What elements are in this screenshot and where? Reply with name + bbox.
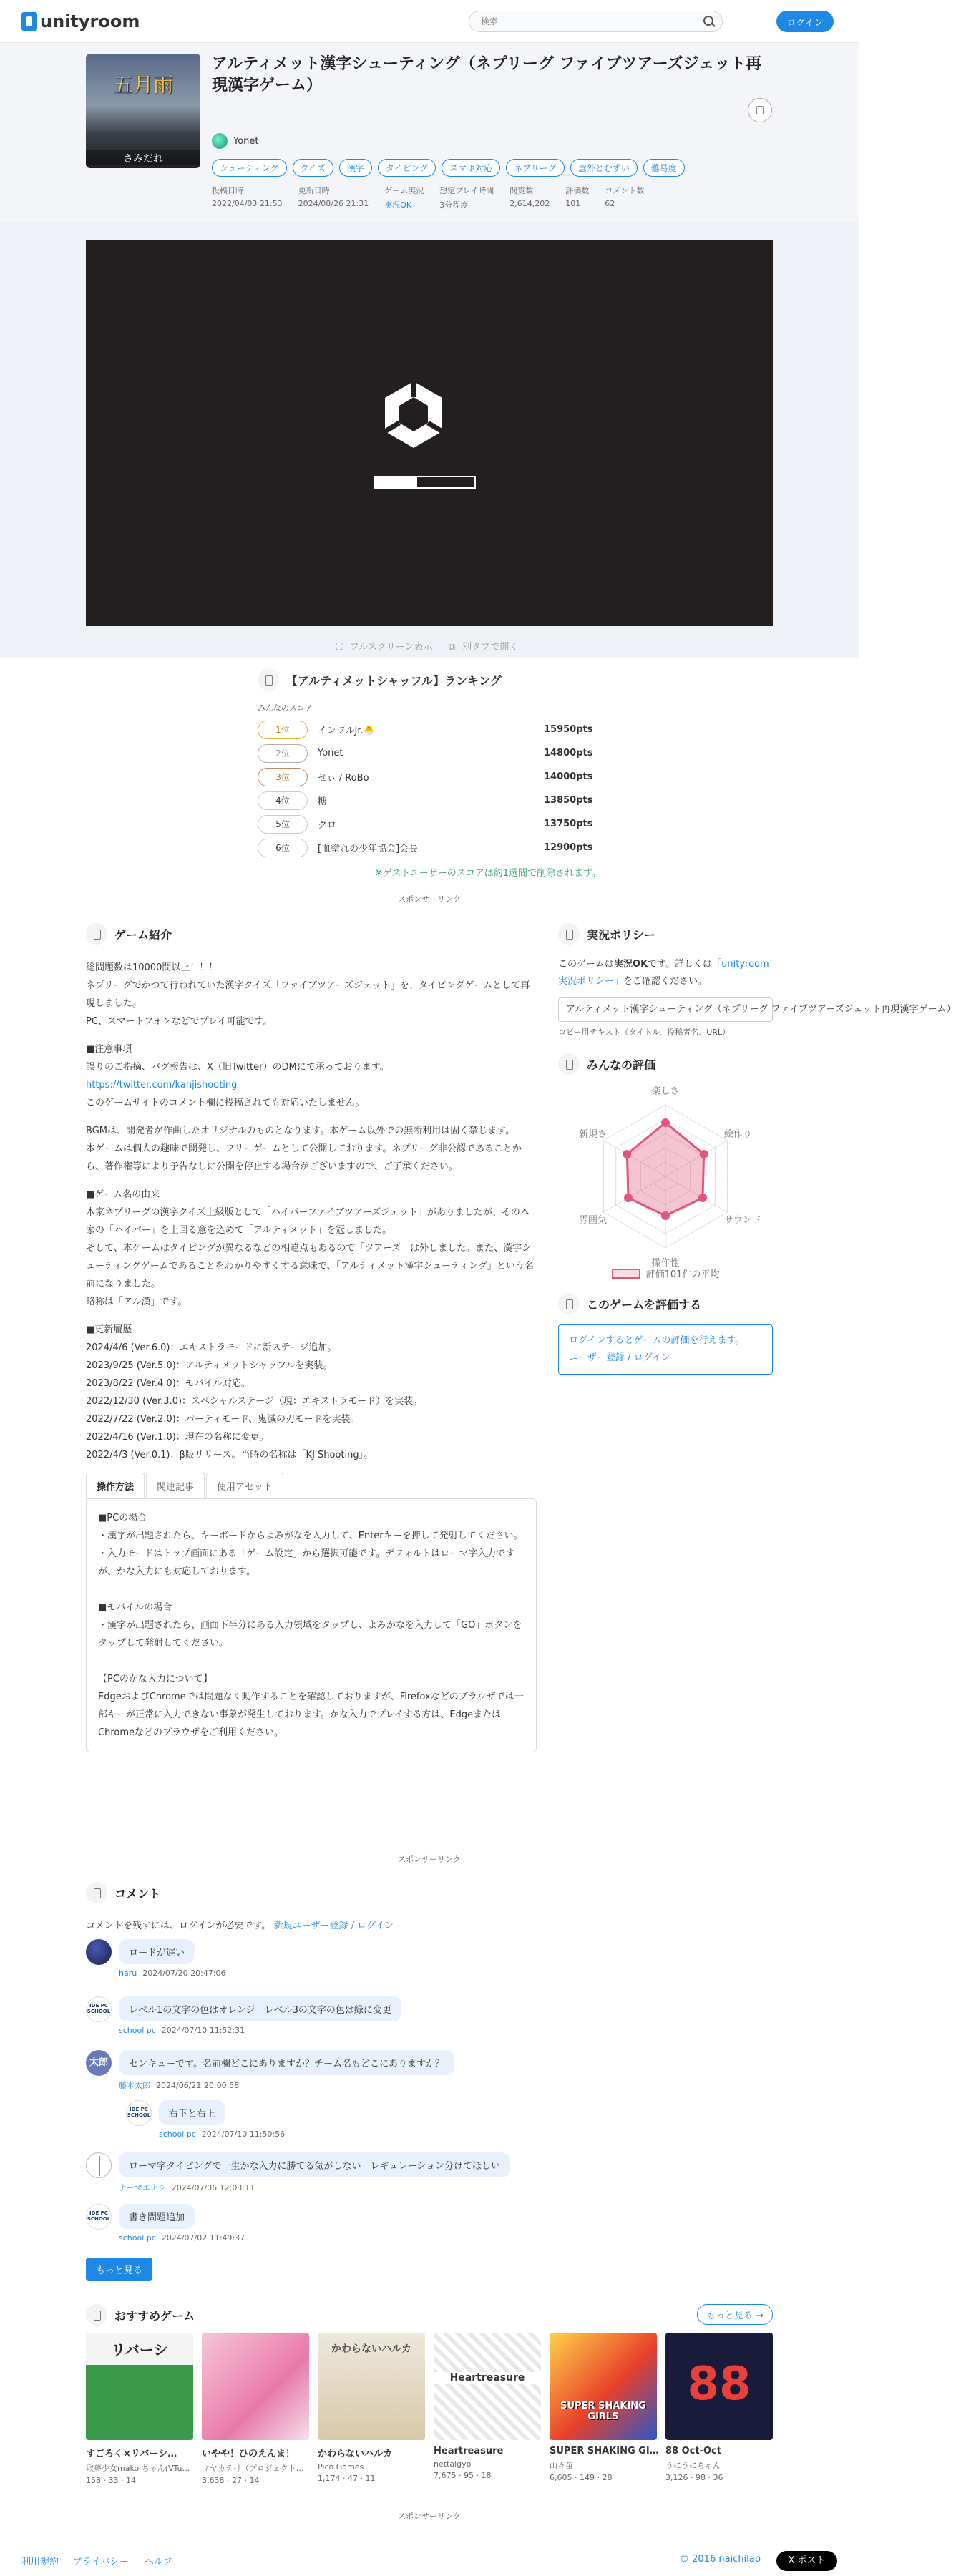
info-tabs (86, 1473, 537, 1498)
meta-value: 2,614,202 (509, 199, 550, 208)
evaluate-login-box[interactable] (558, 1324, 773, 1375)
game-card[interactable] (434, 2333, 541, 2485)
meta-item (212, 185, 283, 210)
card-image-text: SUPER SHAKING GIRLS (560, 2401, 646, 2422)
comment-meta (119, 1968, 226, 1978)
rating-radar-chart (558, 1083, 773, 1277)
bookmark-button[interactable] (748, 98, 772, 122)
comment-user[interactable]: haru (119, 1968, 137, 1978)
rank-badge: 2位 (258, 744, 308, 763)
desc-block: このゲームサイトのコメント欄に投稿されても対応いたしません。 (86, 1098, 365, 1108)
comment-text: 書き問題追加 (119, 2204, 195, 2229)
ranking-panel (258, 669, 601, 879)
recommend-header (86, 2304, 773, 2326)
comments-header (86, 1882, 773, 1903)
comment-text: ロードが遅い (119, 1939, 195, 1964)
comment-date: 2024/07/02 11:49:37 (161, 2233, 245, 2243)
ranking-row (258, 765, 601, 789)
comment-avatar[interactable] (86, 1939, 112, 1965)
meta-key: ゲーム実況 (384, 186, 424, 195)
player-score: 12900pts (544, 842, 593, 853)
game-card-image[interactable] (665, 2333, 773, 2440)
thumbs-up-icon (86, 2304, 107, 2326)
search-input[interactable] (469, 11, 684, 31)
comments-section (86, 1882, 773, 2276)
school-avatar-text: IDE PC SCHOOL (127, 2107, 151, 2118)
game-card[interactable] (202, 2333, 309, 2485)
meta-key: 更新日時 (298, 186, 330, 195)
meta-key: 閲覧数 (509, 186, 534, 195)
tab-0[interactable]: 操作方法 (86, 1473, 145, 1498)
comment-login-link[interactable]: 新規ユーザー登録 / ログイン (273, 1921, 394, 1931)
ranking-title: 【アルティメットシャッフル】ランキング (286, 673, 502, 688)
comment-user[interactable]: 藤本太郎 (119, 2081, 150, 2090)
game-links (0, 639, 859, 653)
fullscreen-link[interactable]: ⛶ フルスクリーン表示 (336, 642, 433, 653)
policy-ok: 実況OK (614, 959, 648, 970)
radar-axis-label: 雰囲気 (579, 1215, 608, 1226)
loading-bar-fill (376, 477, 417, 487)
side-column (558, 923, 956, 1375)
meta-value[interactable]: 実況OK (384, 200, 412, 210)
comment-user[interactable]: school pc (159, 2129, 196, 2139)
x-post-button[interactable]: X ポスト (776, 2551, 837, 2571)
game-title: アルティメット漢字シューティング（ネプリーグ ファイブツアーズジェット再現漢字ゲーム） (212, 55, 762, 94)
game-meta (212, 185, 660, 210)
author-avatar (212, 133, 228, 149)
ranking-list (258, 718, 601, 859)
comment-text: センキューです。名前欄どこにありますか？チーム名もどこにありますか？ (119, 2050, 454, 2075)
game-card-author: 取夢少女mako ちゃん(VTu… (86, 2464, 190, 2473)
footer-link-privacy[interactable]: プライバシー (73, 2557, 129, 2567)
tag-chip[interactable]: シューティング (212, 159, 287, 177)
game-card[interactable] (550, 2333, 657, 2485)
radar-area (627, 1123, 703, 1216)
player-name: せぃ / RoBo (318, 773, 369, 784)
comment-date: 2024/07/20 20:47:06 (142, 1968, 226, 1978)
comment-date: 2024/07/10 11:52:31 (161, 2026, 245, 2035)
game-card-title: 88 Oct-Oct (665, 2446, 721, 2457)
meta-value: 2024/08/26 21:31 (298, 199, 369, 208)
player-score: 15950pts (544, 724, 593, 735)
comment (86, 2050, 454, 2091)
meta-value: 62 (605, 199, 615, 208)
card-image-text: かわらないハルカ (331, 2343, 411, 2355)
avatar-line (99, 2156, 100, 2176)
comment-meta (119, 2026, 401, 2035)
tab-2[interactable]: 使用アセット (206, 1473, 283, 1498)
comment-body (119, 1996, 401, 2035)
card-image-text: リバーシ (111, 2341, 168, 2358)
thumb-subtitle: さみだれ (86, 150, 200, 165)
meta-item (565, 185, 589, 210)
radar-point (623, 1150, 631, 1158)
desc-block: ■更新履歴 2024/4/6 (Ver.6.0)：エキストラモードに新ステージ追加。 2023/9/25 (Ver.5.0)：アルティメットシャッフルを実装。 2023/8/22 (Ver.4.0)：モバイル対応。 2022/12/30 (Ver.3.0)：スペシャルステージ（現：エキストラモード）を実装。 2022/7/22 (Ver.2.0)：パーティモード、鬼滅の刃モードを実装。 2022/4/16 (Ver.1.0)：現在の名称に変更。 2022/4/3 (Ver.0.1)：β版リリース。当時の名称は「KJ Shooting」。 (86, 1324, 423, 1460)
more-comments-button[interactable]: もっと見る (86, 2258, 152, 2281)
policy-prefix: このゲームは (558, 959, 615, 970)
game-card-stats: 7,675 · 95 · 18 (434, 2471, 492, 2480)
radar-point (624, 1194, 633, 1202)
newtab-link[interactable]: ⧉ 別タブで開く (448, 642, 519, 653)
intro-header (86, 923, 537, 945)
tag-list (212, 159, 685, 177)
radar-point (700, 1150, 708, 1158)
thumb-title: 五月雨 (112, 73, 173, 97)
evaluate-header (558, 1293, 773, 1314)
desc-block: ■ゲーム名の由来 本家ネプリーグの漢字クイズ上級版として「ハイパーファイブツアーズジェット」がありましたが、その本家の「ハイパー」を上回る意を込めて「アルティメット」を冠しました。 そして、本ゲームはタイピングが異なるなどの相違点もあるので「ツアーズ」は外しました。また、漢字シューティングゲームであることをわかりやすくする意味で、「アルティメット漢字シューティング」という名前になりました。 略称は「アル漢」です。 (86, 1189, 534, 1307)
comment (86, 1996, 401, 2035)
desc-block: 総問題数は10000問以上！！！ ネプリーグでかつて行われていた漢字クイズ「ファイブツアーズジェット」を、タイピングゲームとして再現しました。 PC、スマートフォンなどでプレイ可能です。 (86, 962, 530, 1027)
recommend-title: おすすめゲーム (114, 2308, 195, 2323)
tab-1[interactable]: 関連記事 (146, 1473, 205, 1498)
comment-avatar[interactable] (86, 2152, 112, 2178)
game-card-title: いやや！ひのえんま！ (202, 2449, 296, 2459)
main-column (86, 923, 537, 1752)
site-header (0, 0, 859, 43)
game-card[interactable] (318, 2333, 425, 2485)
school-avatar-text: IDE PC SCHOOL (87, 2210, 111, 2222)
meta-item (509, 185, 550, 210)
video-icon (558, 923, 580, 945)
ranking-row (258, 718, 601, 741)
comment-body (119, 2050, 454, 2091)
game-card-image[interactable] (86, 2333, 193, 2440)
desc-block: ■注意事項 誤りのご指摘、バグ報告は、X（旧Twitter）のDMにて承っております。 (86, 1044, 389, 1073)
game-thumbnail (86, 54, 200, 168)
game-card-image[interactable] (550, 2333, 657, 2440)
comment-body (119, 2204, 245, 2243)
radar-axis-label: 新規さ (579, 1129, 608, 1140)
game-card-stats: 3,126 · 98 · 36 (665, 2473, 723, 2482)
search-icon[interactable] (703, 16, 713, 26)
tab-content: ■PCの場合 ・漢字が出題されたら、キーボードからよみがなを入力して、Enterキーを押して発射してください。 ・入力モードはトップ画面にある「ゲーム設定」から選択可能です。デフォルトはローマ字入力ですが、かな入力にも対応しております。 ■モバイルの場合 ・漢字が出題されたら、画面下半分にある入力領域をタップし、よみがなを入力して「GO」ボタンをタップして発射してください。 【PCのかな入力について】 EdgeおよびChromeでは問題なく動作することを確認しておりますが、Firefoxなどのブラウザでは一部キーが正常に入力できない事象が発生しております。かな入力でプレイする方は、EdgeまたはChromeなどのブラウザをご利用ください。 (86, 1498, 537, 1752)
player-score: 14000pts (544, 771, 593, 782)
tag-chip[interactable]: スマホ対応 (442, 159, 500, 177)
game-author[interactable] (212, 133, 259, 149)
evaluate-title: このゲームを評価する (587, 1297, 702, 1312)
comment-icon (86, 1882, 107, 1903)
game-card-title: Heartreasure (434, 2446, 504, 2457)
comment-body (119, 1939, 226, 1978)
radar-point (698, 1194, 707, 1202)
rating-header (558, 1053, 773, 1075)
comment (86, 1939, 226, 1978)
rank-badge: 5位 (258, 815, 308, 834)
policy-text (558, 956, 773, 990)
player-name: [血塗れの少年協会]会長 (318, 844, 419, 854)
sponsor-label: スポンサーリンク (398, 2512, 461, 2521)
game-card-image[interactable] (202, 2333, 309, 2440)
comment-avatar[interactable] (86, 2204, 112, 2230)
comment-meta (119, 2079, 454, 2091)
trophy-icon (258, 669, 279, 691)
recommend-more-button[interactable]: もっと見る → (697, 2304, 773, 2325)
ranking-subtitle: みんなのスコア (258, 703, 313, 713)
meta-item (384, 185, 424, 210)
loading-bar (374, 476, 476, 489)
intro-title: ゲーム紹介 (114, 927, 172, 942)
radar-axis-label: 楽しさ (651, 1086, 680, 1097)
comment-date: 2024/06/21 20:00:58 (156, 2081, 240, 2090)
game-card-author: うにうにちゃん (665, 2461, 721, 2470)
player-score: 14800pts (544, 748, 593, 758)
meta-item (439, 185, 494, 210)
evaluate-link[interactable]: ユーザー登録 / ログイン (569, 1352, 670, 1363)
footer-copyright: © 2016 naichilab (680, 2554, 761, 2565)
game-card-title: すごろく×リバーシ… (86, 2449, 177, 2459)
game-description (86, 959, 537, 1464)
meta-value: 101 (565, 199, 581, 208)
gamepad-icon (86, 923, 107, 945)
comment-avatar[interactable] (126, 2100, 152, 2126)
tag-chip[interactable]: 難易度 (643, 159, 685, 177)
meta-item (298, 185, 369, 210)
comment (86, 2204, 245, 2243)
comments-title: コメント (114, 1886, 161, 1901)
radar-point (661, 1118, 670, 1127)
unity-loading-icon (378, 376, 449, 454)
login-button[interactable]: ログイン (776, 11, 834, 32)
player-score: 13850pts (544, 795, 593, 806)
radar-point (661, 1211, 670, 1220)
fullscreen-label: フルスクリーン表示 (349, 642, 433, 653)
evaluate-note: ログインするとゲームの評価を行えます。 (569, 1335, 745, 1346)
twitter-link[interactable]: https://twitter.com/kanjishooting (86, 1080, 238, 1091)
comment-login-note (86, 1918, 394, 1931)
game-card-stats: 3,638 · 27 · 14 (202, 2476, 260, 2485)
game-card-stats: 158 · 33 · 14 (86, 2476, 136, 2485)
player-name: クロ (318, 820, 337, 831)
tag-chip[interactable]: クイズ (293, 159, 333, 177)
legend-label: 評価101件の平均 (645, 1269, 720, 1280)
game-card-stats: 6,605 · 149 · 28 (550, 2473, 613, 2482)
rank-badge: 3位 (258, 768, 308, 786)
author-name: Yonet (233, 135, 259, 147)
bookmark-icon (756, 106, 764, 114)
meta-key: 想定プレイ時間 (439, 186, 494, 195)
desc-block: BGMは、開発者が作曲したオリジナルのものとなります。本ゲーム以外での無断利用は固く禁じます。 本ゲームは個人の趣味で開発し、フリーゲームとして公開しております。ネプリーグ非公認であることから、著作権等により予告なしに公開を停止する場合がございますので、ご了承ください。 (86, 1126, 522, 1172)
copy-text-field[interactable]: アルティメット漢字シューティング（ネプリーグ ファイブツアーズジェット再現漢字ゲーム） (558, 997, 773, 1022)
meta-value: 2022/04/03 21:53 (212, 199, 283, 208)
game-card[interactable] (665, 2333, 773, 2485)
tag-chip[interactable]: 漢字 (339, 159, 372, 177)
tag-chip[interactable]: 意外とむずい (570, 159, 638, 177)
newtab-label: 別タブで開く (462, 642, 519, 653)
comment-meta (119, 2182, 510, 2193)
game-card-image[interactable] (318, 2333, 425, 2440)
sponsor-label: スポンサーリンク (398, 1855, 461, 1864)
star-icon (558, 1053, 580, 1075)
policy-mid: です。詳しくは (648, 959, 713, 970)
meta-value: 3分程度 (439, 200, 469, 210)
player-score: 13750pts (544, 819, 593, 829)
comment-text: レベル1の文字の色はオレンジ レベル3の文字の色は緑に変更 (119, 1996, 401, 2021)
ranking-row (258, 789, 601, 812)
player-name: インフルJr.🐣 (318, 726, 375, 736)
ranking-row (258, 741, 601, 765)
sponsor-label: スポンサーリンク (398, 894, 461, 904)
rank-badge: 1位 (258, 721, 308, 739)
comment-user[interactable]: school pc (119, 2233, 156, 2243)
ranking-note: ※ゲストユーザーのスコアは約1週間で削除されます。 (374, 868, 601, 879)
rating-title: みんなの評価 (587, 1058, 656, 1072)
logo-text: unityroom (40, 11, 140, 31)
radar-axis-label: 操作性 (651, 1258, 680, 1269)
comment (126, 2100, 285, 2139)
comment-body (119, 2152, 510, 2193)
comment-text: 右下と右上 (159, 2100, 225, 2125)
taro-avatar-text: 太郎 (89, 2057, 108, 2068)
player-name: Yonet (318, 748, 343, 758)
tag-chip[interactable]: タイピング (378, 159, 436, 177)
unity-logo-icon (21, 12, 37, 31)
ranking-header (258, 669, 601, 691)
game-card-author: マヤカテけ（プロジェクト… (202, 2464, 304, 2473)
policy-title: 実況ポリシー (587, 927, 656, 942)
meta-key: 投稿日時 (212, 186, 243, 195)
meta-key: コメント数 (605, 186, 645, 195)
radar-axis-label: サウンド (723, 1215, 761, 1226)
ranking-row (258, 812, 601, 836)
recommend-section (86, 2304, 773, 2485)
comment-avatar[interactable] (86, 2050, 112, 2076)
search-box (469, 11, 723, 32)
player-name: 糖 (318, 796, 328, 807)
game-card-author: Pico Games (318, 2462, 364, 2472)
tag-chip[interactable]: ネプリーグ (506, 159, 565, 177)
meta-key: 評価数 (565, 186, 590, 195)
meta-item (605, 185, 644, 210)
comment-avatar[interactable] (86, 1996, 112, 2022)
recommend-cards (86, 2333, 773, 2485)
game-card-title: かわらないハルカ (318, 2449, 393, 2459)
comment-meta (159, 2129, 285, 2139)
comment-user[interactable]: ナーマエナシ (119, 2183, 166, 2192)
edit-icon (558, 1293, 580, 1314)
comment-user[interactable]: school pc (119, 2026, 156, 2035)
ranking-row (258, 836, 601, 859)
footer-link-terms[interactable]: 利用規約 (21, 2557, 59, 2567)
comment-date: 2024/07/10 11:50:56 (201, 2129, 286, 2139)
site-footer (0, 2545, 859, 2576)
game-card[interactable] (86, 2333, 193, 2485)
policy-link[interactable]: 「unityroom実況ポリシー」 (558, 959, 769, 987)
radar-axis-label: 絵作り (723, 1129, 752, 1140)
comment-text: ローマ字タイピングで一生かな入力に勝てる気がしない レギュレーション分けてほしい (119, 2152, 510, 2177)
policy-suffix: をご確認ください。 (623, 976, 708, 987)
footer-link-help[interactable]: ヘルプ (145, 2557, 173, 2567)
game-card-image[interactable] (434, 2333, 541, 2440)
comment-login-prefix: コメントを残すには、ログインが必要です。 (86, 1921, 271, 1931)
comment-body (159, 2100, 285, 2139)
game-card-stats: 1,174 · 47 · 11 (318, 2474, 376, 2483)
school-avatar-text: IDE PC SCHOOL (87, 2003, 111, 2014)
game-card-title: SUPER SHAKING GI… (550, 2446, 659, 2457)
comment-meta (119, 2233, 245, 2243)
card-image-text: 88 (687, 2358, 751, 2411)
game-card-author: nettaigyo (434, 2459, 472, 2469)
card-image-text: Heartreasure (434, 2372, 541, 2384)
copy-note: コピー用テキスト（タイトル、投稿者名、URL） (558, 1028, 731, 1037)
site-logo[interactable] (21, 10, 140, 33)
rank-badge: 4位 (258, 791, 308, 810)
comment (86, 2152, 510, 2193)
policy-header (558, 923, 773, 945)
game-card-author: 山々苗 (550, 2461, 573, 2470)
rank-badge: 6位 (258, 839, 308, 857)
comment-date: 2024/07/06 12:03:11 (171, 2183, 255, 2192)
